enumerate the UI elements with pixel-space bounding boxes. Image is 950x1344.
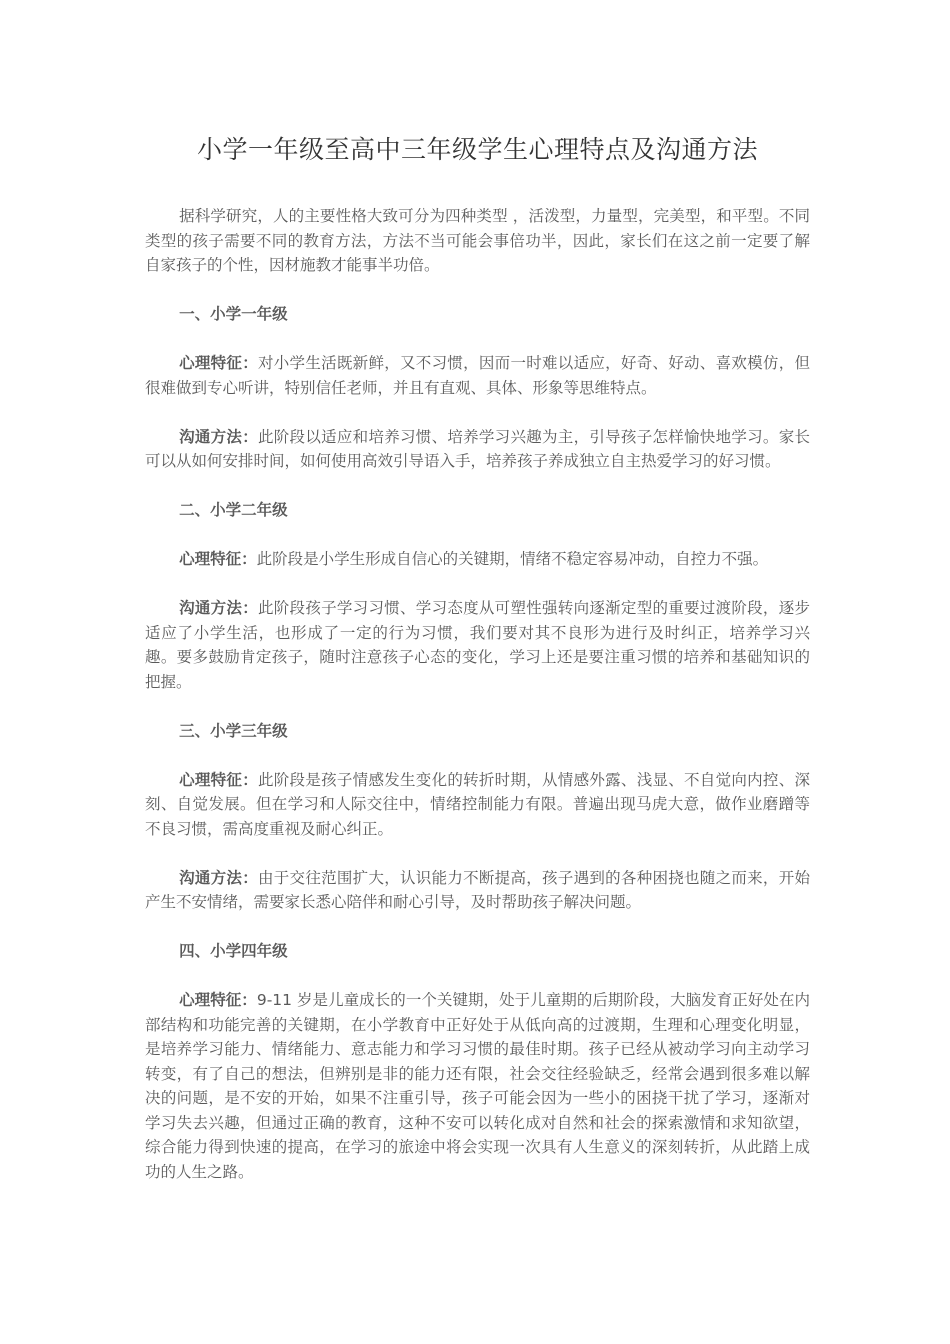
trait-label: 心理特征： xyxy=(179,550,257,568)
paragraph-gap xyxy=(145,278,810,303)
method-label: 沟通方法： xyxy=(179,868,258,887)
paragraph-gap xyxy=(145,400,810,425)
method-text: 此阶段以适应和培养习惯、培养学习兴趣为主，引导孩子怎样愉快地学习。家长可以从如何安排时间，如何使用高效引导语入手，培养孩子养成独立自主热爱学习的好习惯。 xyxy=(145,427,810,470)
trait-text: 此阶段是小学生形成自信心的关键期，情绪不稳定容易冲动，自控力不强。 xyxy=(256,550,769,568)
trait-text: 对小学生活既新鲜，又不习惯，因而一时难以适应，好奇、好动、喜欢模仿，但很难做到专心听讲，特别信任老师，并且有直观、具体、形象等思维特点。 xyxy=(145,354,810,397)
paragraph-gap xyxy=(145,523,810,548)
trait-paragraph-grade-2 xyxy=(145,547,810,572)
section-heading-grade-3: 三、小学三年级 xyxy=(179,721,288,740)
document-title: 小学一年级至高中三年级学生心理特点及沟通方法 xyxy=(196,135,758,164)
trait-label: 心理特征： xyxy=(179,991,257,1009)
section-heading-grade-1: 一、小学一年级 xyxy=(179,305,288,323)
paragraph-gap xyxy=(145,915,810,940)
document-page xyxy=(145,132,810,1184)
trait-label: 心理特征： xyxy=(179,354,258,372)
trait-text: 此阶段是孩子情感发生变化的转折时期，从情感外露、浅显、不自觉向内控、深刻、自觉发展。但在学习和人际交往中，情绪控制能力有限。普遍出现马虎大意，做作业磨蹭等不良习惯，需高度重视及耐心纠正。 xyxy=(145,770,810,838)
method-text: 由于交往范围扩大，认识能力不断提高，孩子遇到的各种困挠也随之而来，开始产生不安情绪，需要家长悉心陪伴和耐心引导，及时帮助孩子解决问题。 xyxy=(145,868,810,911)
paragraph-gap xyxy=(145,841,810,866)
paragraph-gap xyxy=(145,694,810,719)
method-label: 沟通方法： xyxy=(179,427,258,446)
trait-paragraph-grade-3 xyxy=(145,768,810,842)
paragraph-gap xyxy=(145,474,810,499)
method-paragraph-grade-2 xyxy=(145,596,810,694)
section-heading-grade-4: 四、小学四年级 xyxy=(179,942,288,960)
method-paragraph-grade-1 xyxy=(145,425,810,474)
trait-paragraph-grade-4 xyxy=(145,988,810,1184)
method-text: 此阶段孩子学习习惯、学习态度从可塑性强转向逐渐定型的重要过渡阶段，逐步适应了小学生活，也形成了一定的行为习惯，我们要对其不良形为进行及时纠正，培养学习兴趣。要多鼓励肯定孩子，随时注意孩子心态的变化，学习上还是要注重习惯的培养和基础知识的把握。 xyxy=(145,599,810,691)
paragraph-gap xyxy=(145,964,810,989)
method-paragraph-grade-3 xyxy=(145,866,810,915)
intro-paragraph: 据科学研究，人的主要性格大致可分为四种类型 ，活泼型，力量型，完美型，和平型。不同类型的孩子需要不同的教育方法，方法不当可能会事倍功半，因此，家长们在这之前一定要了解自家孩子的个性，因材施教才能事半功倍。 xyxy=(145,207,810,274)
method-label: 沟通方法： xyxy=(179,599,258,617)
paragraph-gap xyxy=(145,743,810,768)
trait-label: 心理特征： xyxy=(179,770,258,789)
trait-text: 9-11 岁是儿童成长的一个关键期，处于儿童期的后期阶段，大脑发育正好处在内部结构和功能完善的关键期，在小学教育中正好处于从低向高的过渡期，生理和心理变化明显，是培养学习能力、情绪能力、意志能力和学习习惯的最佳时期。孩子已经从被动学习向主动学习转变，有了自己的想法，但辨别是非的能力还有限，社会交往经验缺乏，经常会遇到很多难以解决的问题，是不安的开始，如果不注重引导，孩子可能会因为一些小的困挠干扰了学习，逐渐对学习失去兴趣，但通过正确的教育，这种不安可以转化成对自然和社会的探索激情和求知欲望，综合能力得到快速的提高，在学习的旅途中将会实现一次具有人生意义的深刻转折，从此踏上成功的人生之路。 xyxy=(145,991,810,1181)
paragraph-gap xyxy=(145,572,810,597)
section-heading-grade-2: 二、小学二年级 xyxy=(179,501,288,519)
paragraph-gap xyxy=(145,327,810,352)
trait-paragraph-grade-1 xyxy=(145,351,810,400)
